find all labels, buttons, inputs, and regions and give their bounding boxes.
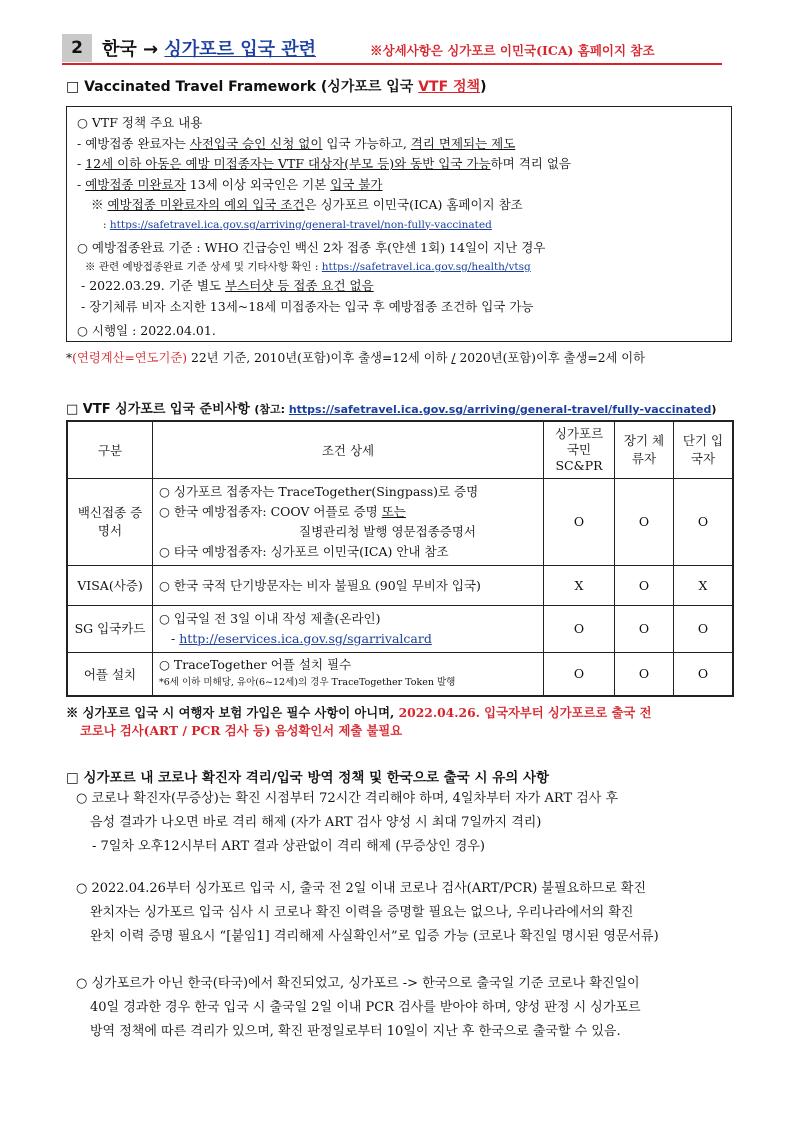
box-line: - 12세 이하 아동은 예방 미접종자는 VTF 대상자(부모 등)와 동반 입국 가능하며 격리 없음 xyxy=(77,156,571,171)
vtf-heading-suffix: ) xyxy=(480,79,487,95)
header-col3: 단기 입국자 xyxy=(674,421,734,478)
section-number: 2 xyxy=(62,34,92,62)
row-detail: ○ 입국일 전 3일 이내 작성 제출(온라인) - http://eservices.ica.gov.sg/sgarrivalcard xyxy=(153,605,544,652)
row-value: O xyxy=(544,478,615,565)
box-line: - 2022.03.29. 기준 별도 부스터샷 등 접종 요건 없음 xyxy=(81,278,374,293)
box-line: ○ 시행일 : 2022.04.01. xyxy=(77,323,216,338)
covid-paragraph-3: ○ 싱가포르가 아닌 한국(타국)에서 확진되었고, 싱가포르 -> 한국으로 출국일 기준 코로나 확진일이 40일 경과한 경우 한국 입국 시 출국일 2일 이내 PCR 검사를 받아야 하며, 양성 판정 시 싱가포르 방역 정책에 따른 격리가 있으며, 확진 판정일로부터 10일이 지난 후 한국으로 출국할 수 있음. xyxy=(76,976,641,1039)
table-header-row xyxy=(67,421,733,478)
row-category: 어플 설치 xyxy=(67,652,153,696)
fully-vaccinated-link[interactable]: https://safetravel.ica.gov.sg/arriving/general-travel/fully-vaccinated xyxy=(288,403,712,416)
row-value: X xyxy=(544,565,615,605)
non-vaccinated-link[interactable]: https://safetravel.ica.gov.sg/arriving/general-travel/non-fully-vaccinated xyxy=(109,218,492,231)
table-row xyxy=(67,605,733,652)
header-col2: 장기 체류자 xyxy=(615,421,674,478)
vtf-heading-red: VTF 정책 xyxy=(418,79,481,95)
box-line: : https://safetravel.ica.gov.sg/arriving/general-travel/non-fully-vaccinated xyxy=(103,218,492,231)
box-line: ○ VTF 정책 주요 내용 xyxy=(77,115,203,130)
row-value: O xyxy=(615,478,674,565)
age-footnote: *(연령계산=연도기준) 22년 기준, 2010년(포함)이후 출생=12세 이하 / 2020년(포함)이후 출생=2세 이하 xyxy=(66,351,646,365)
section-title xyxy=(102,35,316,61)
row-detail: ○ 한국 국적 단기방문자는 비자 불필요 (90일 무비자 입국) xyxy=(153,565,544,605)
header-detail: 조건 상세 xyxy=(153,421,544,478)
vtsg-link[interactable]: https://safetravel.ica.gov.sg/health/vtsg xyxy=(321,261,531,273)
row-detail: ○ TraceTogether 어플 설치 필수 *6세 이하 미해당, 유아(6~12세)의 경우 TraceTogether Token 발행 xyxy=(153,652,544,696)
header-note: ※상세사항은 싱가포르 이민국(ICA) 홈페이지 참조 xyxy=(370,43,655,58)
box-line: - 예방접종 미완료자 13세 이상 외국인은 기본 입국 불가 xyxy=(77,176,383,192)
prep-heading: □ VTF 싱가포르 입국 준비사항 (참고: https://safetravel.ica.gov.sg/arriving/general-travel/fully-vaccinated) xyxy=(66,402,717,417)
box-line: ※ 관련 예방접종완료 기준 상세 및 기타사항 확인 : https://safetravel.ica.gov.sg/health/vtsg xyxy=(85,261,531,273)
section-header xyxy=(62,33,722,63)
row-value: O xyxy=(615,605,674,652)
covid-heading: □ 싱가포르 내 코로나 확진자 격리/입국 방역 정책 및 한국으로 출국 시 유의 사항 xyxy=(66,770,550,786)
row-value: O xyxy=(544,652,615,696)
row-category: 백신접종 증명서 xyxy=(67,478,153,565)
vtf-heading-text: □ Vaccinated Travel Framework (싱가포르 입국 xyxy=(66,79,419,95)
row-value: O xyxy=(615,652,674,696)
header-col1: 싱가포르 국민 SC&PR xyxy=(544,421,615,478)
insurance-note: ※ 싱가포르 입국 시 여행자 보험 가입은 필수 사항이 아니며, 2022.04.26. 입국자부터 싱가포르로 출국 전 코로나 검사(ART / PCR 검사 등) 음성확인서 제출 불필요 xyxy=(66,705,652,738)
row-value: O xyxy=(674,605,734,652)
title-prefix: 한국 → xyxy=(102,39,165,60)
table-row xyxy=(67,565,733,605)
table-row xyxy=(67,478,733,565)
header-category: 구분 xyxy=(67,421,153,478)
row-value: O xyxy=(544,605,615,652)
vtf-info-box xyxy=(66,106,732,342)
row-category: VISA(사증) xyxy=(67,565,153,605)
box-line: ○ 예방접종완료 기준 : WHO 긴급승인 백신 2차 접종 후(얀센 1회) 14일이 지난 경우 xyxy=(77,239,546,255)
row-value: X xyxy=(674,565,734,605)
row-value: O xyxy=(674,652,734,696)
covid-paragraph-1: ○ 코로나 확진자(무증상)는 확진 시점부터 72시간 격리해야 하며, 4일차부터 자가 ART 검사 후 음성 결과가 나오면 바로 격리 해제 (자가 ART 검사 양성 시 최대 7일까지 격리) - 7일차 오후12시부터 ART 결과 상관없이 격리 해제 (무증상인 경우) xyxy=(76,791,619,854)
box-line: - 장기체류 비자 소지한 13세~18세 미접종자는 입국 후 예방접종 조건하 입국 가능 xyxy=(81,298,534,314)
vtf-heading xyxy=(66,76,486,96)
title-link[interactable]: 싱가포르 입국 관련 xyxy=(164,39,317,60)
table-row xyxy=(67,652,733,696)
box-line: - 예방접종 완료자는 사전입국 승인 신청 없이 입국 가능하고, 격리 면제되는 제도 xyxy=(77,135,516,151)
row-value: O xyxy=(674,478,734,565)
box-line: ※ 예방접종 미완료자의 예외 입국 조건은 싱가포르 이민국(ICA) 홈페이지 참조 xyxy=(91,197,523,212)
header-underline xyxy=(62,63,722,65)
row-category: SG 입국카드 xyxy=(67,605,153,652)
row-detail: ○ 싱가포르 접종자는 TraceTogether(Singpass)로 증명 ○ 한국 예방접종자: COOV 어플로 증명 또는 질병관리청 발행 영문접종증명서 ○ 타국 예방접종자: 싱가포르 이민국(ICA) 안내 참조 xyxy=(153,478,544,565)
row-value: O xyxy=(615,565,674,605)
covid-paragraph-2: ○ 2022.04.26부터 싱가포르 입국 시, 출국 전 2일 이내 코로나 검사(ART/PCR) 불필요하므로 확진 완치자는 싱가포르 입국 심사 시 코로나 확진 이력을 증명할 필요는 없으나, 우리나라에서의 확진 완치 이력 증명 필요시 “[붙임1] 격리해제 사실확인서”로 입증 가능 (코로나 확진일 명시된 영문서류) xyxy=(76,881,659,944)
arrival-card-link[interactable]: http://eservices.ica.gov.sg/sgarrivalcard xyxy=(179,630,432,646)
requirements-table xyxy=(66,420,734,697)
